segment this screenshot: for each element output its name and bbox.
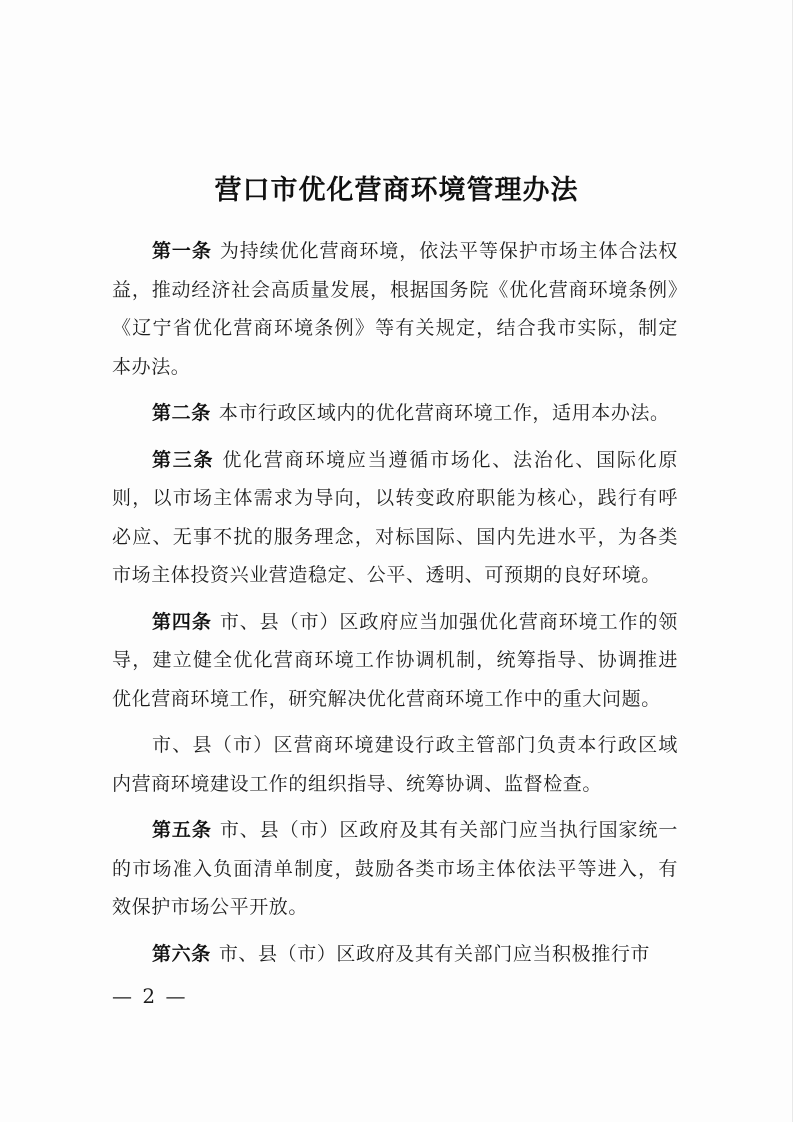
article-label: 第三条 xyxy=(152,448,215,471)
article-text: 市、县（市）区政府应当加强优化营商环境工作的领导，建立健全优化营商环境工作协调机制，统筹指导、协调推进优化营商环境工作，研究解决优化营商环境工作中的重大问题。 xyxy=(112,610,678,710)
article-text: 市、县（市）区政府及其有关部门应当执行国家统一的市场准入负面清单制度，鼓励各类市场主体依法平等进入，有效保护市场公平开放。 xyxy=(112,819,678,918)
article-2 xyxy=(112,394,678,433)
article-3 xyxy=(112,441,678,595)
document-title: 营口市优化营商环境管理办法 xyxy=(214,175,579,206)
article-5 xyxy=(112,811,678,927)
article-text: 市、县（市）区营商环境建设行政主管部门负责本行政区域内营商环境建设工作的组织指导、统筹协调、监督检查。 xyxy=(112,734,678,795)
article-text: 本市行政区域内的优化营商环境工作，适用本办法。 xyxy=(218,402,670,424)
page-number: — 2 — xyxy=(112,984,188,1008)
article-label: 第四条 xyxy=(152,610,212,633)
article-1 xyxy=(112,232,678,386)
article-label: 第二条 xyxy=(152,402,211,424)
article-4 xyxy=(112,603,678,719)
article-label: 第五条 xyxy=(152,819,212,841)
article-label: 第六条 xyxy=(152,942,211,965)
article-text: 市、县（市）区政府及其有关部门应当积极推行市 xyxy=(218,942,651,965)
article-text: 为持续优化营商环境，依法平等保护市场主体合法权益，推动经济社会高质量发展，根据国务院《优化营商环境条例》《辽宁省优化营商环境条例》等有关规定，结合我市实际，制定本办法。 xyxy=(112,240,678,378)
article-label: 第一条 xyxy=(152,240,212,262)
article-6 xyxy=(112,935,678,974)
article-4-paragraph-2 xyxy=(112,726,678,803)
article-text: 优化营商环境应当遵循市场化、法治化、国际化原则，以市场主体需求为导向，以转变政府职能为核心，践行有呼必应、无事不扰的服务理念，对标国际、国内先进水平，为各类市场主体投资兴业营造稳定、公平、透明、可预期的良好环境。 xyxy=(112,448,678,586)
document-body xyxy=(112,232,678,981)
